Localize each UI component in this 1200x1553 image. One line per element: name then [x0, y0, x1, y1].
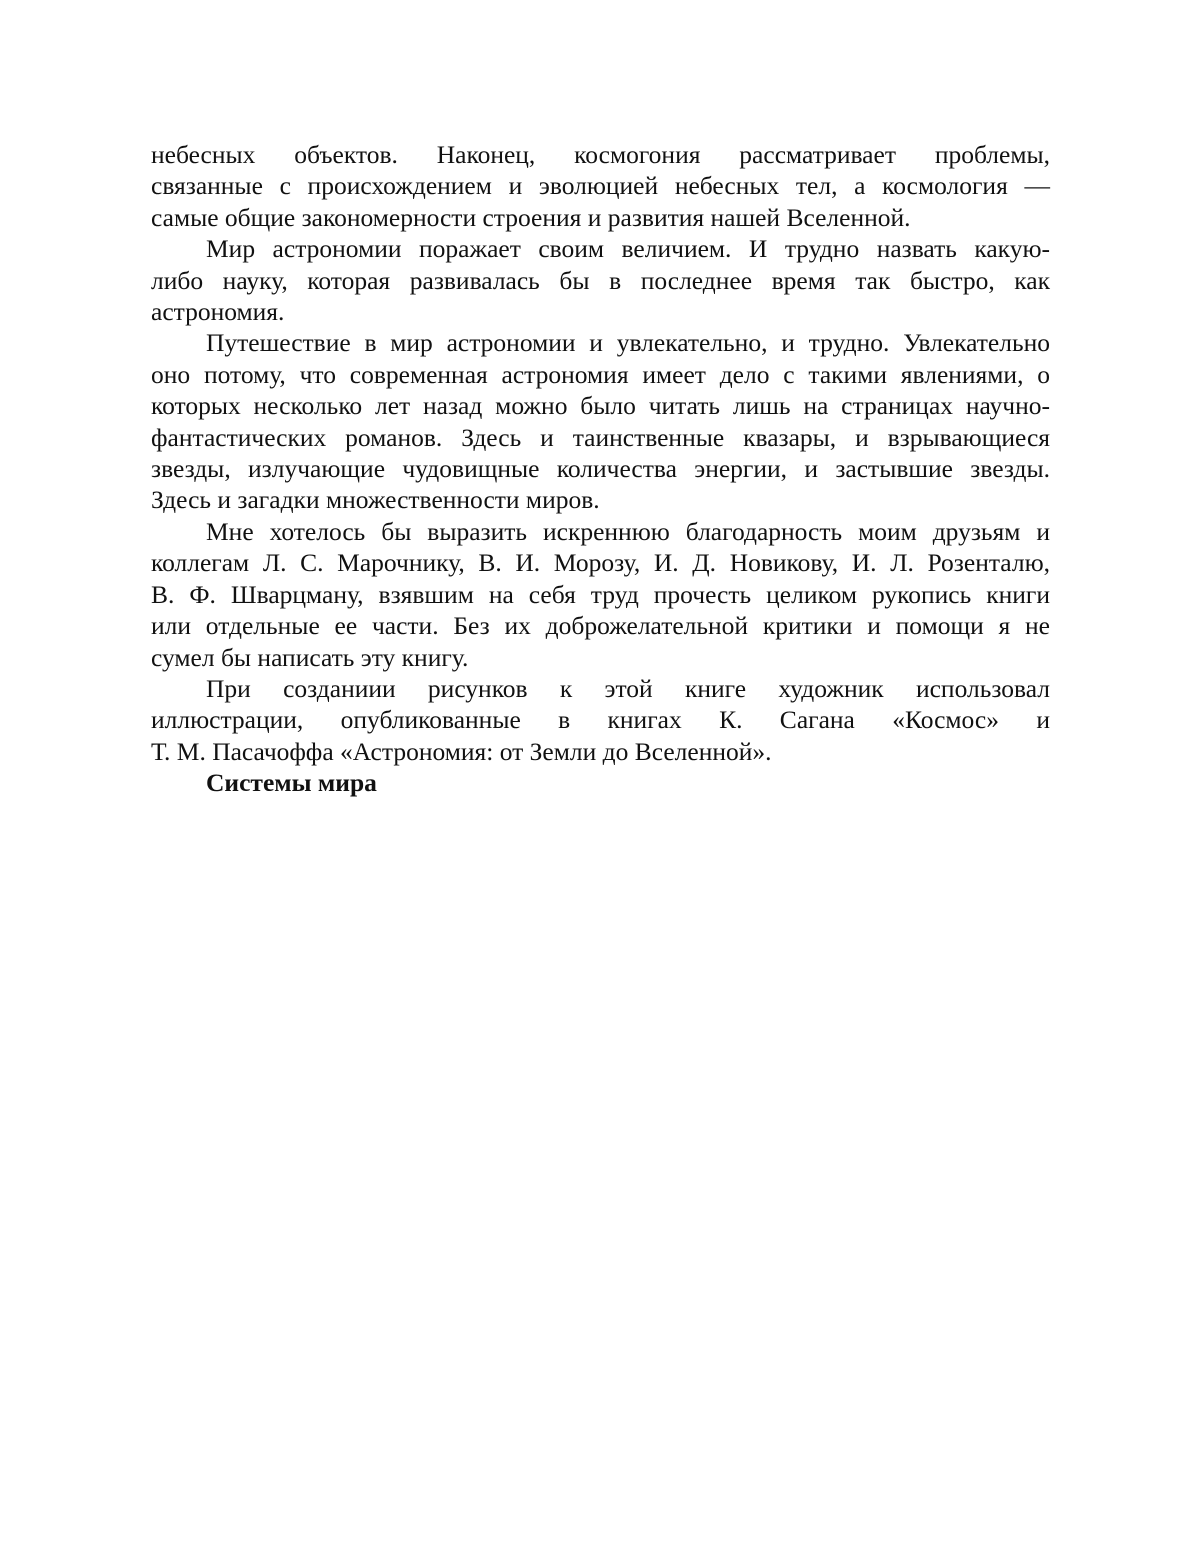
text-line: При созданиии рисунков к этой книге художник использовал [206, 673, 1050, 703]
paragraph-astronomy-world [151, 233, 1050, 327]
text-line: оно потому, что современная астрономия имеет дело с такими явлениями, о [151, 359, 1050, 389]
text-line: самые общие закономерности строения и развития нашей Вселенной. [151, 202, 911, 232]
paragraph-continuation [151, 139, 1050, 233]
document-body [151, 139, 1050, 799]
text-line: которых несколько лет назад можно было читать лишь на страницах научно- [151, 391, 1050, 421]
text-line: небесных объектов. Наконец, космогония рассматривает проблемы, [151, 140, 1050, 169]
text-line: связанные с происхождением и эволюцией небесных тел, а космология — [151, 171, 1050, 201]
text-line: Т. М. Пасачоффа «Астрономия: от Земли до Вселенной». [151, 736, 772, 766]
section-heading: Системы мира [206, 768, 377, 798]
text-line: звезды, излучающие чудовищные количества энергии, и застывшие звезды. [151, 454, 1050, 484]
paragraph-journey [151, 327, 1050, 515]
text-line: иллюстрации, опубликованные в книгах К. Сагана «Космос» и [151, 705, 1050, 735]
text-line: либо науку, которая развивалась бы в последнее время так быстро, как [151, 265, 1050, 295]
text-line: сумел бы написать эту книгу. [151, 642, 469, 672]
text-line: В. Ф. Шварцману, взявшим на себя труд прочесть целиком рукопись книги [151, 579, 1050, 609]
text-line: Мне хотелось бы выразить искреннюю благодарность моим друзьям и [206, 516, 1050, 546]
text-line: или отдельные ее части. Без их доброжелательной критики и помощи я не [151, 611, 1050, 641]
text-line: коллегам Л. С. Марочнику, В. И. Морозу, И. Д. Новикову, И. Л. Розенталю, [151, 548, 1050, 578]
text-line: фантастических романов. Здесь и таинственные квазары, и взрывающиеся [151, 422, 1050, 452]
text-line: Мир астрономии поражает своим величием. И трудно назвать какую- [206, 234, 1050, 264]
text-line: астрономия. [151, 297, 285, 327]
text-line: Здесь и загадки множественности миров. [151, 485, 600, 515]
paragraph-acknowledgements [151, 516, 1050, 673]
paragraph-illustrations [151, 673, 1050, 767]
text-line: Путешествие в мир астрономии и увлекательно, и трудно. Увлекательно [206, 328, 1050, 358]
